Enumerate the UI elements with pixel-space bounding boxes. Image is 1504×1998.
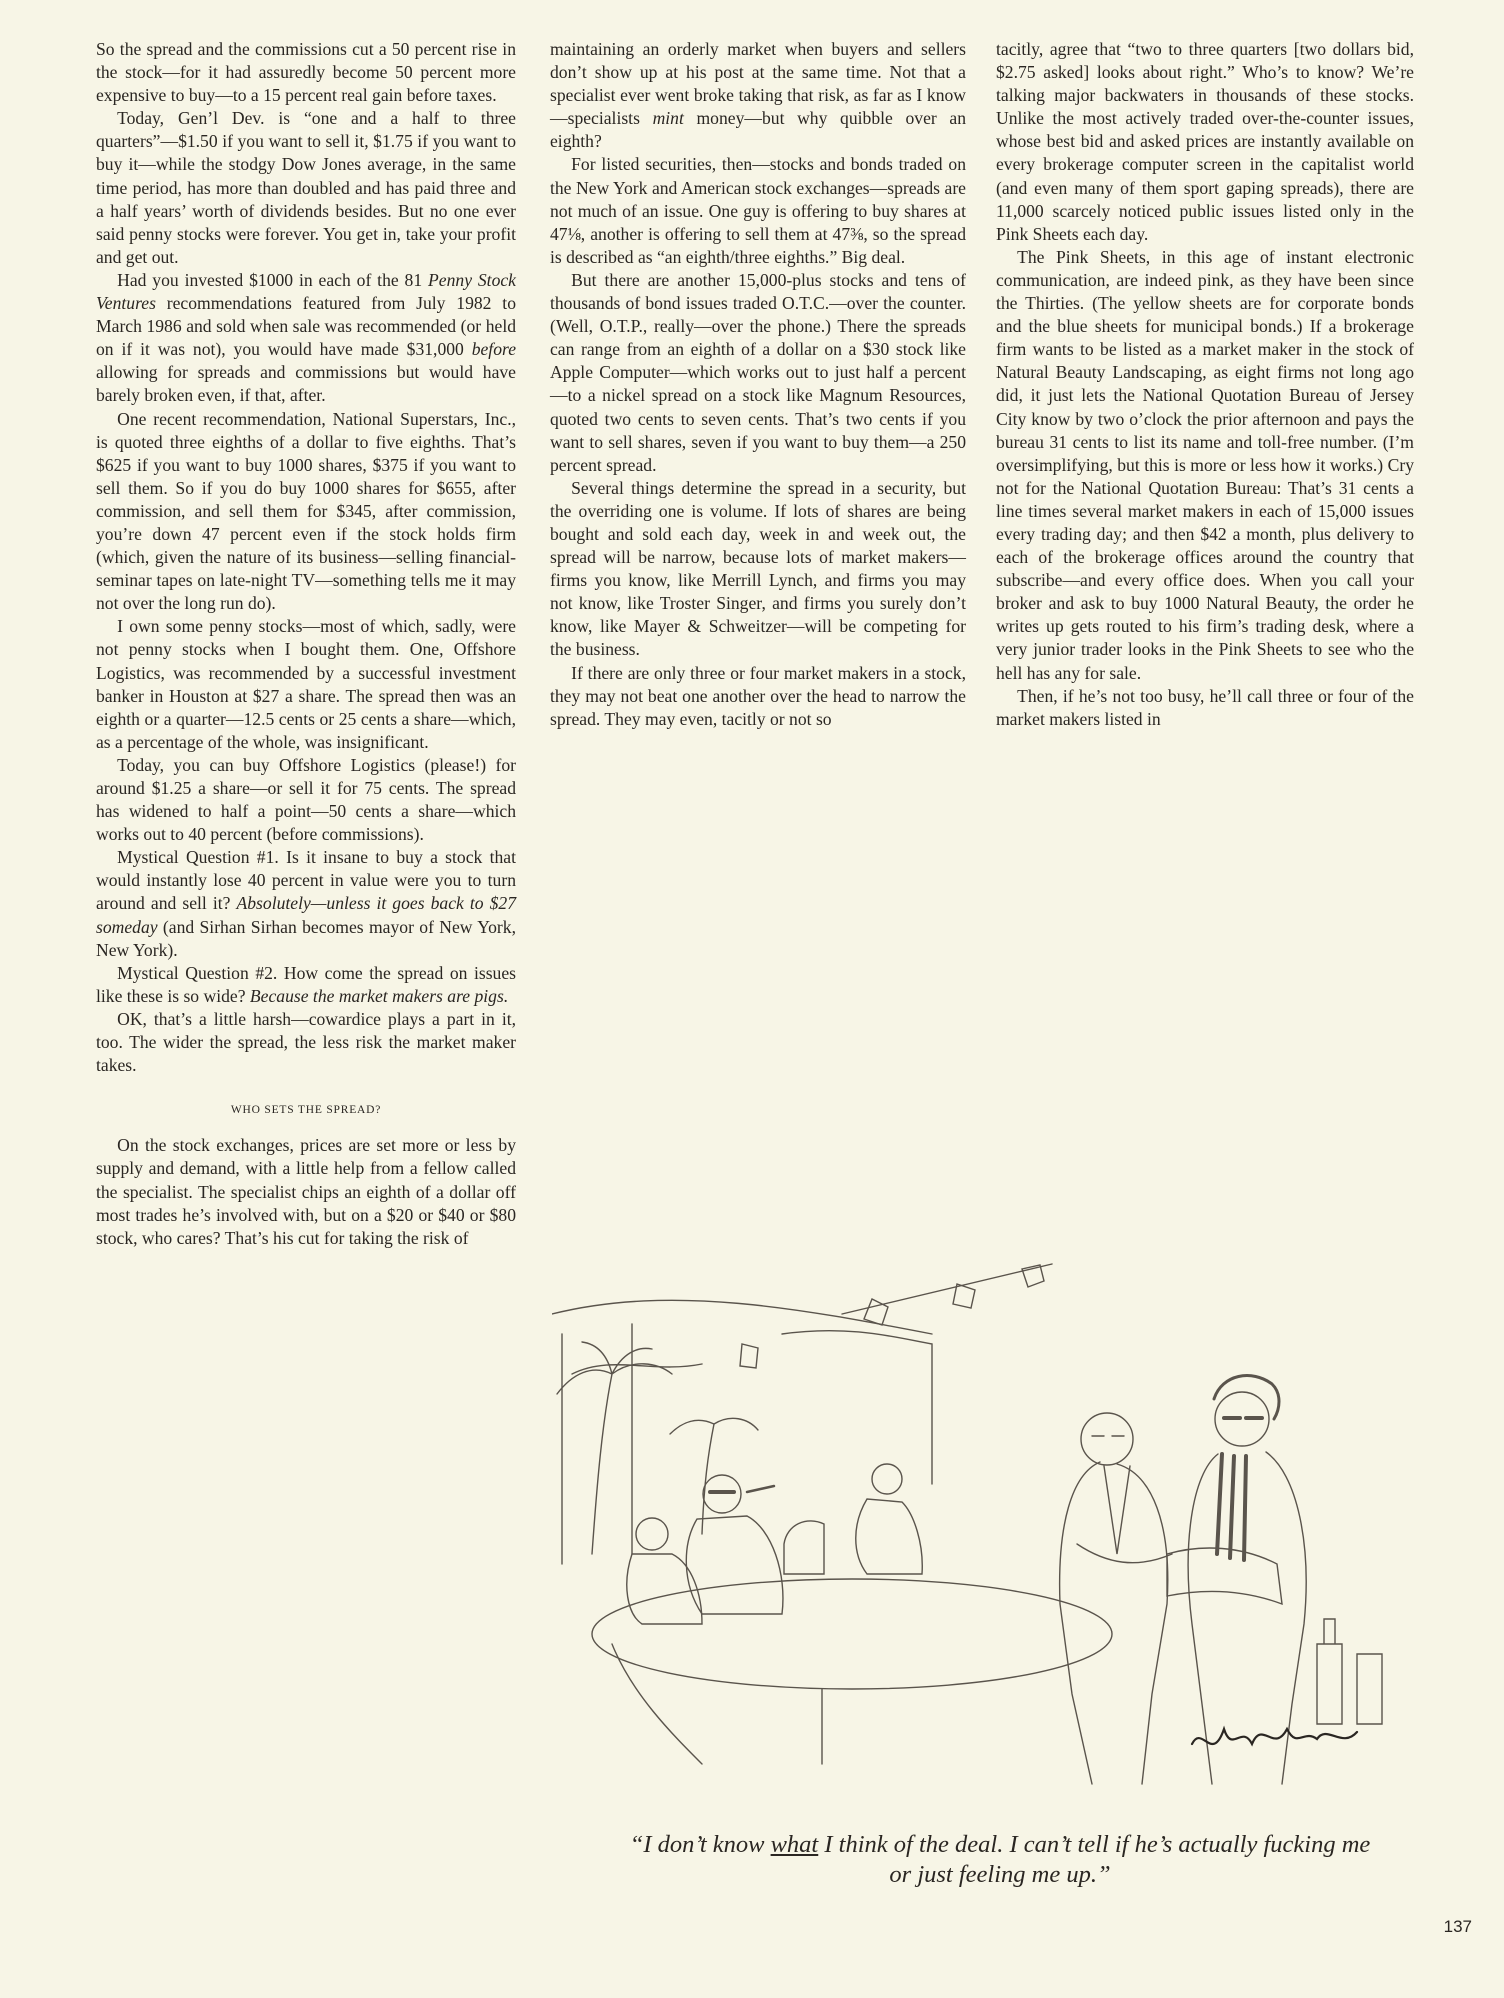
paragraph: The Pink Sheets, in this age of instant electronic communication, are indeed pink, as they have been since the Thirties. (The yellow sheets are for corporate bonds and the blue sheets for municipal bonds.) If a brokerage firm wants to be listed as a market maker in the stock of Natural Beauty Landscaping, as eight firms not long ago did, it just lets the National Quotation Bureau of Jersey City know by two o’clock the prior afternoon and pays the bureau 31 cents to list its name and toll-free number. (I’m oversimplifying, but this is more or less how it works.) Cry not for the National Quotation Bureau: That’s 31 cents a line times several market makers in each of 15,000 issues every trading day; and then $42 a month, plus delivery to each of the brokerage offices around the country that subscribe—and every office does. When you call your broker and ask to buy 1000 Natural Beauty, the order he writes up gets routed to his firm’s trading desk, where a very junior trader looks in the Pink Sheets to see who the hell has any for sale. xyxy=(996,246,1414,683)
emphasis: mint xyxy=(652,108,684,129)
text-run: Had you invested $1000 in each of the 81 xyxy=(117,269,429,290)
artist-signature xyxy=(1192,1729,1357,1744)
publication-title: Penny Stock Ventures xyxy=(96,269,516,314)
section-subhead: WHO SETS THE SPREAD? xyxy=(230,1104,382,1117)
text-run: “I don’t know xyxy=(629,1831,771,1858)
paragraph xyxy=(96,962,516,1008)
text-run: (and Sirhan Sirhan becomes mayor of New York, New York). xyxy=(96,916,516,960)
paragraph: So the spread and the commissions cut a 50 percent rise in the stock—for it had assuredly become 50 percent more expensive to buy—to a 15 percent real gain before taxes. xyxy=(96,39,516,106)
paragraph: For listed securities, then—stocks and bonds traded on the New York and American stock exchanges—spreads are not much of an issue. One guy is offering to buy shares at 47⅛, another is offering to sell them at 47⅜, so the spread is described as “an eighth/three eighths.” Big deal. xyxy=(550,154,966,267)
text-run: money—but why quibble over an eighth? xyxy=(550,108,966,152)
paragraph xyxy=(550,38,966,153)
paragraph: I own some penny stocks—most of which, sadly, were not penny stocks when I bought them. One, Offshore Logistics, was recommended by a successful investment banker in Houston at $27 a share. The spread then was an eighth or a quarter—12.5 cents or 25 cents a share—which, as a percentage of the whole, was insignificant. xyxy=(96,616,516,752)
article-column-1 xyxy=(96,38,516,1250)
paragraph xyxy=(96,846,516,961)
text-run: Mystical Question #1. Is it insane to buy a stock that would instantly lose 40 percent in value were you to turn around and sell it? xyxy=(96,847,516,914)
article-column-3 xyxy=(996,38,1414,731)
spotlight-icon xyxy=(864,1299,888,1325)
page-number: 137 xyxy=(1443,1917,1472,1936)
article-column-2 xyxy=(550,38,966,731)
emphasis: before xyxy=(471,339,516,360)
paragraph xyxy=(96,269,516,408)
paragraph: tacitly, agree that “two to three quarters [two dollars bid, $2.75 asked] looks about right.” Who’s to know? We’re talking major backwaters in thousands of these stocks. Unlike the most actively traded over-the-counter issues, whose best bid and asked prices are instantly available on every brokerage computer screen in the capitalist world (and even many of them sport gaping spreads), there are 11,000 scarcely noticed public issues listed only in the Pink Sheets each day. xyxy=(996,39,1414,244)
text-run: recommendations featured from July 1982 to March 1986 and sold when sale was recommended (or held on if it was not), you would have made $31,000 xyxy=(96,293,516,360)
emphasis: Absolutely—unless it goes back to $27 someday xyxy=(96,893,517,937)
emphasis: Because the market makers are pigs. xyxy=(249,985,509,1006)
cartoon-illustration xyxy=(552,1224,1432,1794)
text-run: allowing for spreads and commissions but would have barely broken even, if that, after. xyxy=(96,362,516,406)
spotlight-icon xyxy=(740,1344,758,1368)
paragraph: One recent recommendation, National Superstars, Inc., is quoted three eighths of a dollar to five eighths. That’s $625 if you want to buy 1000 shares, $375 if you want to sell them. So if you do buy 1000 shares for $655, after commission, and sell them for $345, after commission, you’re down 47 percent even if the stock holds firm (which, given the nature of its business—selling financial-seminar tapes on late-night TV—something tells me it may not over the long run do). xyxy=(96,408,516,614)
paragraph: OK, that’s a little harsh—cowardice plays a part in it, too. The wider the spread, the less risk the market maker takes. xyxy=(96,1008,516,1076)
paragraph: Then, if he’s not too busy, he’ll call three or four of the market makers listed in xyxy=(996,685,1414,729)
paragraph: Several things determine the spread in a security, but the overriding one is volume. If lots of shares are being bought and sold each day, week in and week out, the spread will be narrow, because lots of market makers—firms you know, like Merrill Lynch, and firms you may not know, like Troster Singer, and firms you surely don’t know, like Mayer & Schweitzer—will be competing for the business. xyxy=(550,477,966,660)
paragraph: Today, Gen’l Dev. is “one and a half to three quarters”—$1.50 if you want to sell it, $1.75 if you want to buy it—while the stodgy Dow Jones average, in the same time period, has more than doubled and has paid three and a half years’ worth of dividends besides. But no one ever said penny stocks were forever. You get in, take your profit and get out. xyxy=(96,108,516,267)
text-run: maintaining an orderly market when buyers and sellers don’t show up at his post at the same time. Not that a specialist ever went broke taking that risk, as far as I know—specialists xyxy=(550,39,966,129)
text-run: Mystical Question #2. How come the spread on issues like these is so wide? xyxy=(96,962,516,1006)
paragraph: On the stock exchanges, prices are set more or less by supply and demand, with a little help from a fellow called the specialist. The specialist chips an eighth of a dollar off most trades he’s involved with, but on a $20 or $40 or $80 stock, who cares? That’s his cut for taking the risk of xyxy=(96,1135,516,1248)
text-run: I think of the deal. I can’t tell if he’s actually fucking me or just feeling me up.” xyxy=(818,1831,1371,1888)
paragraph: If there are only three or four market makers in a stock, they may not beat one another over the head to narrow the spread. They may even, tacitly or not so xyxy=(550,662,966,729)
paragraph: But there are another 15,000-plus stocks and tens of thousands of bond issues traded O.T.C.—over the counter. (Well, O.T.P., really—over the phone.) There the spreads can range from an eighth of a dollar on a $30 stock like Apple Computer—which works out to just half a percent—to a nickel spread on a stock like Magnum Resources, quoted two cents to seven cents. That’s two cents if you want to sell shares, seven if you want to buy them—a 250 percent spread. xyxy=(550,269,966,475)
paragraph: Today, you can buy Offshore Logistics (please!) for around $1.25 a share—or sell it for 75 cents. The spread has widened to half a point—50 cents a share—which works out to 40 percent (before commissions). xyxy=(96,754,516,845)
cartoon-caption xyxy=(620,1830,1380,1890)
spotlight-icon xyxy=(953,1284,975,1308)
emphasis: what xyxy=(770,1831,819,1858)
